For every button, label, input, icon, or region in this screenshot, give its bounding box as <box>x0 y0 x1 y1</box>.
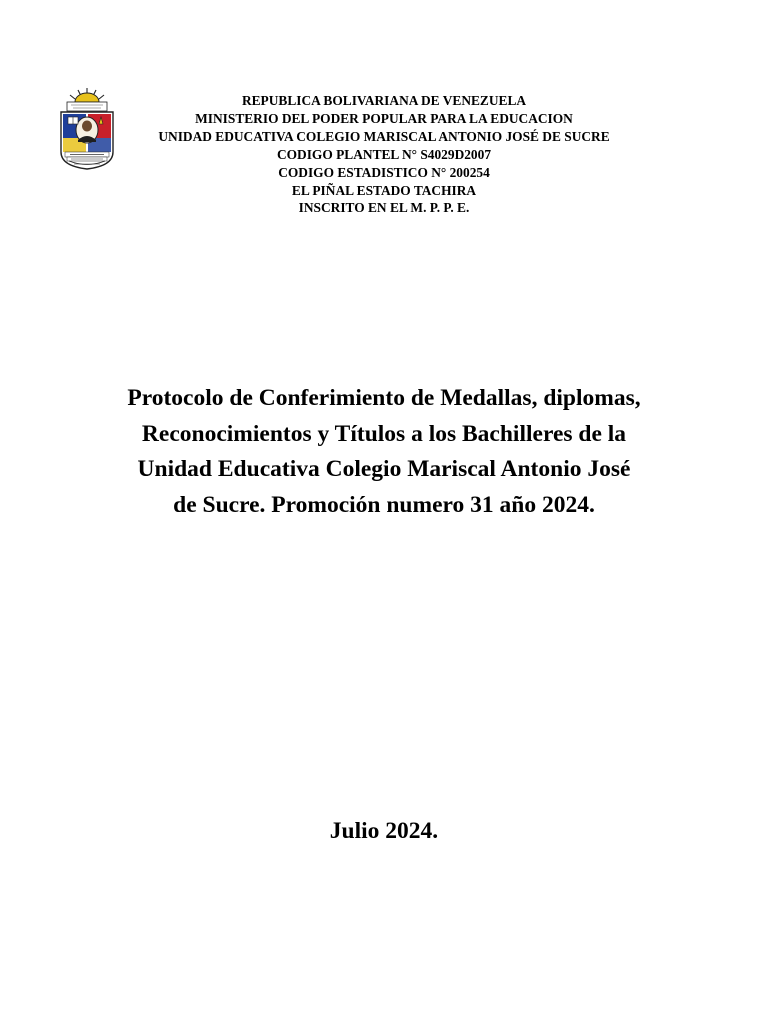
title-line: Reconocimientos y Títulos a los Bachilleres de la <box>141 420 627 447</box>
title-line: de Sucre. Promoción numero 31 año 2024. <box>173 491 595 518</box>
title-line: Unidad Educativa Colegio Mariscal Antonio José <box>137 456 631 482</box>
header-line-location: EL PIÑAL ESTADO TACHIRA <box>291 182 477 198</box>
header-line-ministry: MINISTERIO DEL PODER POPULAR PARA LA EDUCACION <box>195 110 573 126</box>
header-line-registration: INSCRITO EN EL M. P. P. E. <box>298 200 470 216</box>
institution-header <box>0 92 768 217</box>
header-line-campus-code: CODIGO PLANTEL N° S4029D2007 <box>276 146 492 162</box>
title-line: Protocolo de Conferimiento de Medallas, diplomas, <box>127 385 641 411</box>
header-line-republic: REPUBLICA BOLIVARIANA DE VENEZUELA <box>241 93 527 108</box>
document-date: Julio 2024. <box>329 818 439 844</box>
header-line-school: UNIDAD EDUCATIVA COLEGIO MARISCAL ANTONIO JOSÉ DE SUCRE <box>158 128 610 144</box>
document-title <box>84 381 684 523</box>
header-line-statistic-code: CODIGO ESTADISTICO N° 200254 <box>278 164 490 180</box>
